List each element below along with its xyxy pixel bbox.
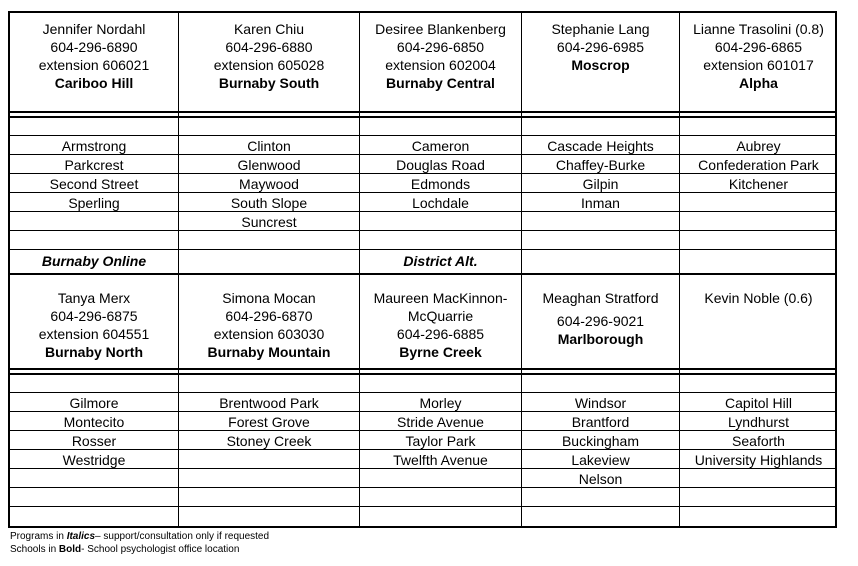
school-name: Maywood [239,176,299,192]
office-school: Alpha [739,75,778,91]
legend-programs: Programs in Italics– support/consultation only if requested [10,531,270,542]
phone-number: 604-296-6880 [225,39,313,55]
psychologist-card [680,289,837,307]
phone-number: 604-296-6865 [714,39,803,55]
school-name: Gilpin [582,176,619,192]
school-name: Taylor Park [405,433,476,449]
phone-number: 604-296-6885 [396,326,485,342]
school-name: Douglas Road [396,157,485,173]
extension-number: extension 603030 [213,326,325,342]
psychologist-card [10,289,178,361]
psychologist-name: Stephanie Lang [551,21,650,37]
row-divider [10,368,835,370]
psychologist-assignment-table [8,11,837,528]
school-name: Rosser [71,433,117,449]
row-divider [10,373,835,375]
school-name: Cascade Heights [547,138,654,154]
school-name: Inman [581,195,620,211]
psychologist-name: Tanya Merx [57,290,131,306]
school-name: Nelson [578,471,623,487]
row-divider [10,487,835,488]
office-school: Burnaby North [45,344,143,360]
school-name: Clinton [247,138,291,154]
office-school: Marlborough [557,331,644,347]
school-name: Brantford [571,414,630,430]
school-name: Morley [419,395,462,411]
psychologist-card [680,20,837,92]
school-name: Capitol Hill [725,395,792,411]
psychologist-name: Desiree Blankenberg [375,21,506,37]
row-divider [10,116,835,118]
school-name: Brentwood Park [219,395,319,411]
school-name: Kitchener [728,176,789,192]
school-name: Sperling [68,195,120,211]
phone-number: 604-296-6870 [225,308,313,324]
phone-number: 604-296-6985 [556,39,645,55]
school-name: Windsor [574,395,627,411]
school-name: University Highlands [694,452,823,468]
row-divider [10,249,835,250]
office-school: Moscrop [571,57,630,73]
office-school: Cariboo Hill [54,75,134,91]
school-name: Forest Grove [228,414,310,430]
psychologist-name: Jennifer Nordahl [42,21,146,37]
office-school: Burnaby South [218,75,320,91]
extension-number: extension 602004 [385,57,496,73]
office-school: Burnaby Mountain [207,344,331,360]
school-name: Gilmore [69,395,119,411]
school-name: Westridge [62,452,126,468]
school-name: Confederation Park [698,157,819,173]
program-name: Burnaby Online [41,253,147,269]
school-name: Suncrest [241,214,297,230]
phone-number: 604-296-6850 [396,39,485,55]
school-name: Lochdale [412,195,469,211]
psychologist-card [360,289,521,361]
psychologist-name: Simona Mocan [222,290,316,306]
row-divider [10,273,835,275]
legend-schools: Schools in Bold- School psychologist office location [10,544,240,555]
psychologist-name: Meaghan Stratford [542,290,659,306]
psychologist-card [10,20,178,92]
school-name: Stoney Creek [226,433,312,449]
phone-number: 604-296-9021 [556,313,645,329]
school-name: Cameron [411,138,470,154]
school-name: Glenwood [237,157,301,173]
school-name: Stride Avenue [397,414,484,430]
school-name: Twelfth Avenue [393,452,488,468]
school-name: Lakeview [571,452,630,468]
extension-number: extension 606021 [38,57,150,73]
program-name: District Alt. [403,253,478,269]
extension-number: extension 604551 [38,326,150,342]
school-name: Parkcrest [64,157,124,173]
psychologist-name: Kevin Noble (0.6) [704,290,813,306]
school-name: Second Street [49,176,139,192]
psychologist-card [179,289,359,361]
school-name: Montecito [63,414,125,430]
extension-number: extension 605028 [213,57,325,73]
row-divider [10,135,835,136]
psychologist-card [522,289,679,348]
psychologist-name-cont: McQuarrie [407,308,474,324]
school-name: Armstrong [61,138,127,154]
psychologist-card [360,20,521,92]
row-divider [10,506,835,507]
extension-number: extension 601017 [703,57,814,73]
office-school: Byrne Creek [399,344,482,360]
school-name: Aubrey [736,138,781,154]
school-name: Seaforth [732,433,785,449]
psychologist-card [522,20,679,74]
psychologist-name: Karen Chiu [233,21,305,37]
school-name: Lyndhurst [728,414,789,430]
phone-number: 604-296-6890 [50,39,138,55]
school-name: Chaffey-Burke [555,157,646,173]
psychologist-name: Maureen MacKinnon- [373,290,508,306]
school-name: Buckingham [561,433,640,449]
phone-number: 604-296-6875 [50,308,138,324]
office-school: Burnaby Central [386,75,495,91]
school-name: Edmonds [410,176,471,192]
row-divider [10,111,835,113]
psychologist-name: Lianne Trasolini (0.8) [693,21,824,37]
psychologist-card [179,20,359,92]
school-name: South Slope [230,195,308,211]
legend-notes [10,530,269,556]
row-divider [10,230,835,231]
row-divider [10,392,835,393]
